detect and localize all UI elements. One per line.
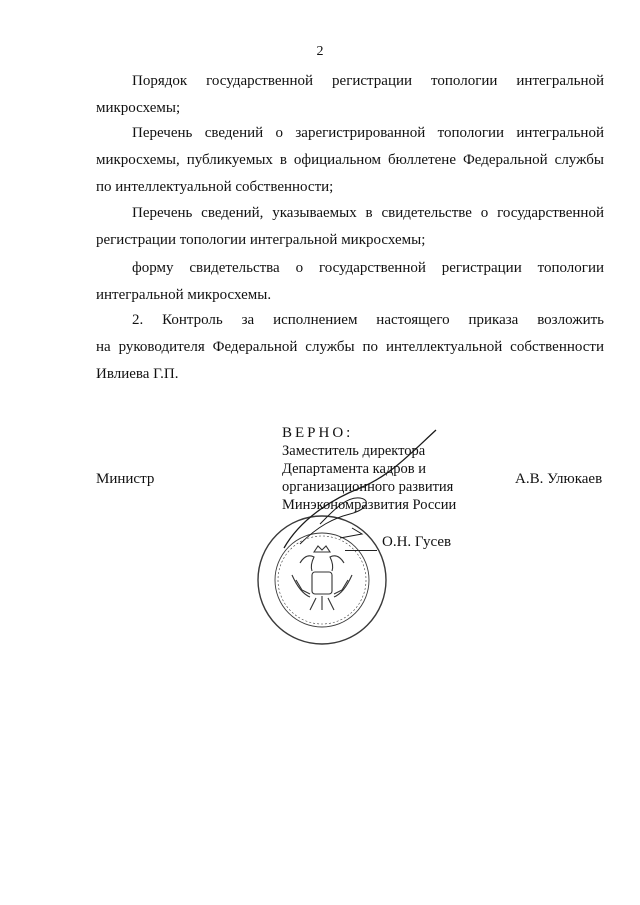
certification-line: Заместитель директора — [282, 443, 426, 459]
paragraph-rest: микросхемы, публикуемых в официальном бюллетене Федеральной службы по интеллектуальной собственности; — [96, 152, 604, 195]
signatory-name: А.В. Улюкаев — [515, 471, 603, 487]
certification-block — [282, 424, 456, 514]
paragraph-first-line: Перечень сведений о зарегистрированной топологии интегральной — [132, 125, 604, 141]
certification-line: Департамента кадров и — [282, 461, 427, 477]
paragraph-first-line: форму свидетельства о государственной регистрации топологии — [132, 260, 604, 276]
certification-line: организационного развития — [282, 479, 454, 495]
paragraph-rest: интегральной микросхемы. — [96, 287, 272, 303]
paragraph-first-line: 2. Контроль за исполнением настоящего приказа возложить — [132, 312, 604, 328]
signatory-position: Министр — [96, 471, 155, 487]
page-number: 2 — [316, 44, 324, 59]
paragraph-first-line: Перечень сведений, указываемых в свидетельстве о государственной — [132, 205, 604, 221]
certification-line: Минэкономразвития России — [282, 497, 457, 513]
signature-line — [345, 550, 377, 551]
paragraph-rest: на руководителя Федеральной службы по интеллектуальной собственности Ивлиева Г.П. — [96, 339, 604, 382]
paragraph-rest: регистрации топологии интегральной микросхемы; — [96, 232, 426, 248]
paragraph-rest: микросхемы; — [96, 100, 181, 116]
certifier-name: О.Н. Гусев — [382, 534, 452, 550]
certification-title: ВЕРНО: — [282, 425, 354, 441]
paragraph-first-line: Порядок государственной регистрации топологии интегральной — [132, 73, 604, 89]
